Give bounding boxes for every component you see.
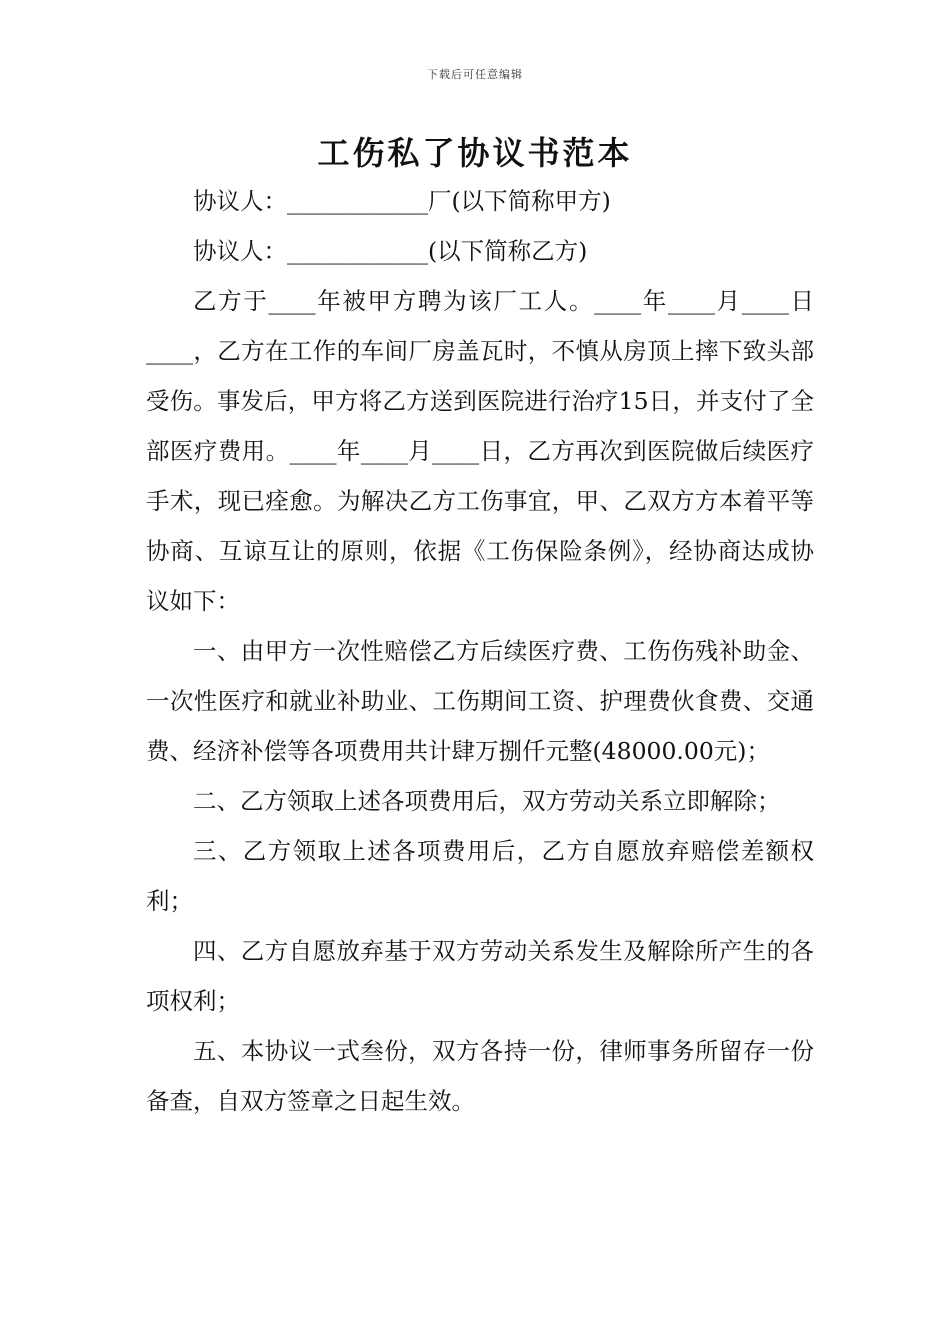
incident-paragraph: 乙方于____年被甲方聘为该厂工人。____年____月____日____，乙方在工作的车间厂房盖瓦时，不慎从房顶上摔下致头部受伤。事发后，甲方将乙方送到医院进行治疗15日，并支付了全部医疗费用。____年____月____日，乙方再次到医院做后续医疗手术，现已痊愈。为解决乙方工伤事宜，甲、乙双方方本着平等协商、互谅互让的原则，依据《工伤保险条例》，经协商达成协议如下： [146,287,814,615]
clause-4: 四、乙方自愿放弃基于双方劳动关系发生及解除所产生的各项权利； [146,937,814,1015]
clause-5: 五、本协议一式叁份，双方各持一份，律师事务所留存一份备查，自双方签章之日起生效。 [146,1037,814,1115]
clause-1: 一、由甲方一次性赔偿乙方后续医疗费、工伤伤残补助金、一次性医疗和就业补助业、工伤期间工资、护理费伙食费、交通费、经济补偿等各项费用共计肆万捌仟元整(48000.00元)； [146,637,814,765]
party-a-line: 协议人：____________厂(以下简称甲方) [193,187,611,215]
party-b-line: 协议人：____________(以下简称乙方) [193,237,588,265]
clause-2: 二、乙方领取上述各项费用后，双方劳动关系立即解除； [193,787,781,815]
header-note: 下载后可任意编辑 [427,68,523,81]
document-body [146,176,814,1126]
document-title: 工伤私了协议书范本 [317,134,633,172]
clause-3: 三、乙方领取上述各项费用后，乙方自愿放弃赔偿差额权利； [146,837,814,915]
